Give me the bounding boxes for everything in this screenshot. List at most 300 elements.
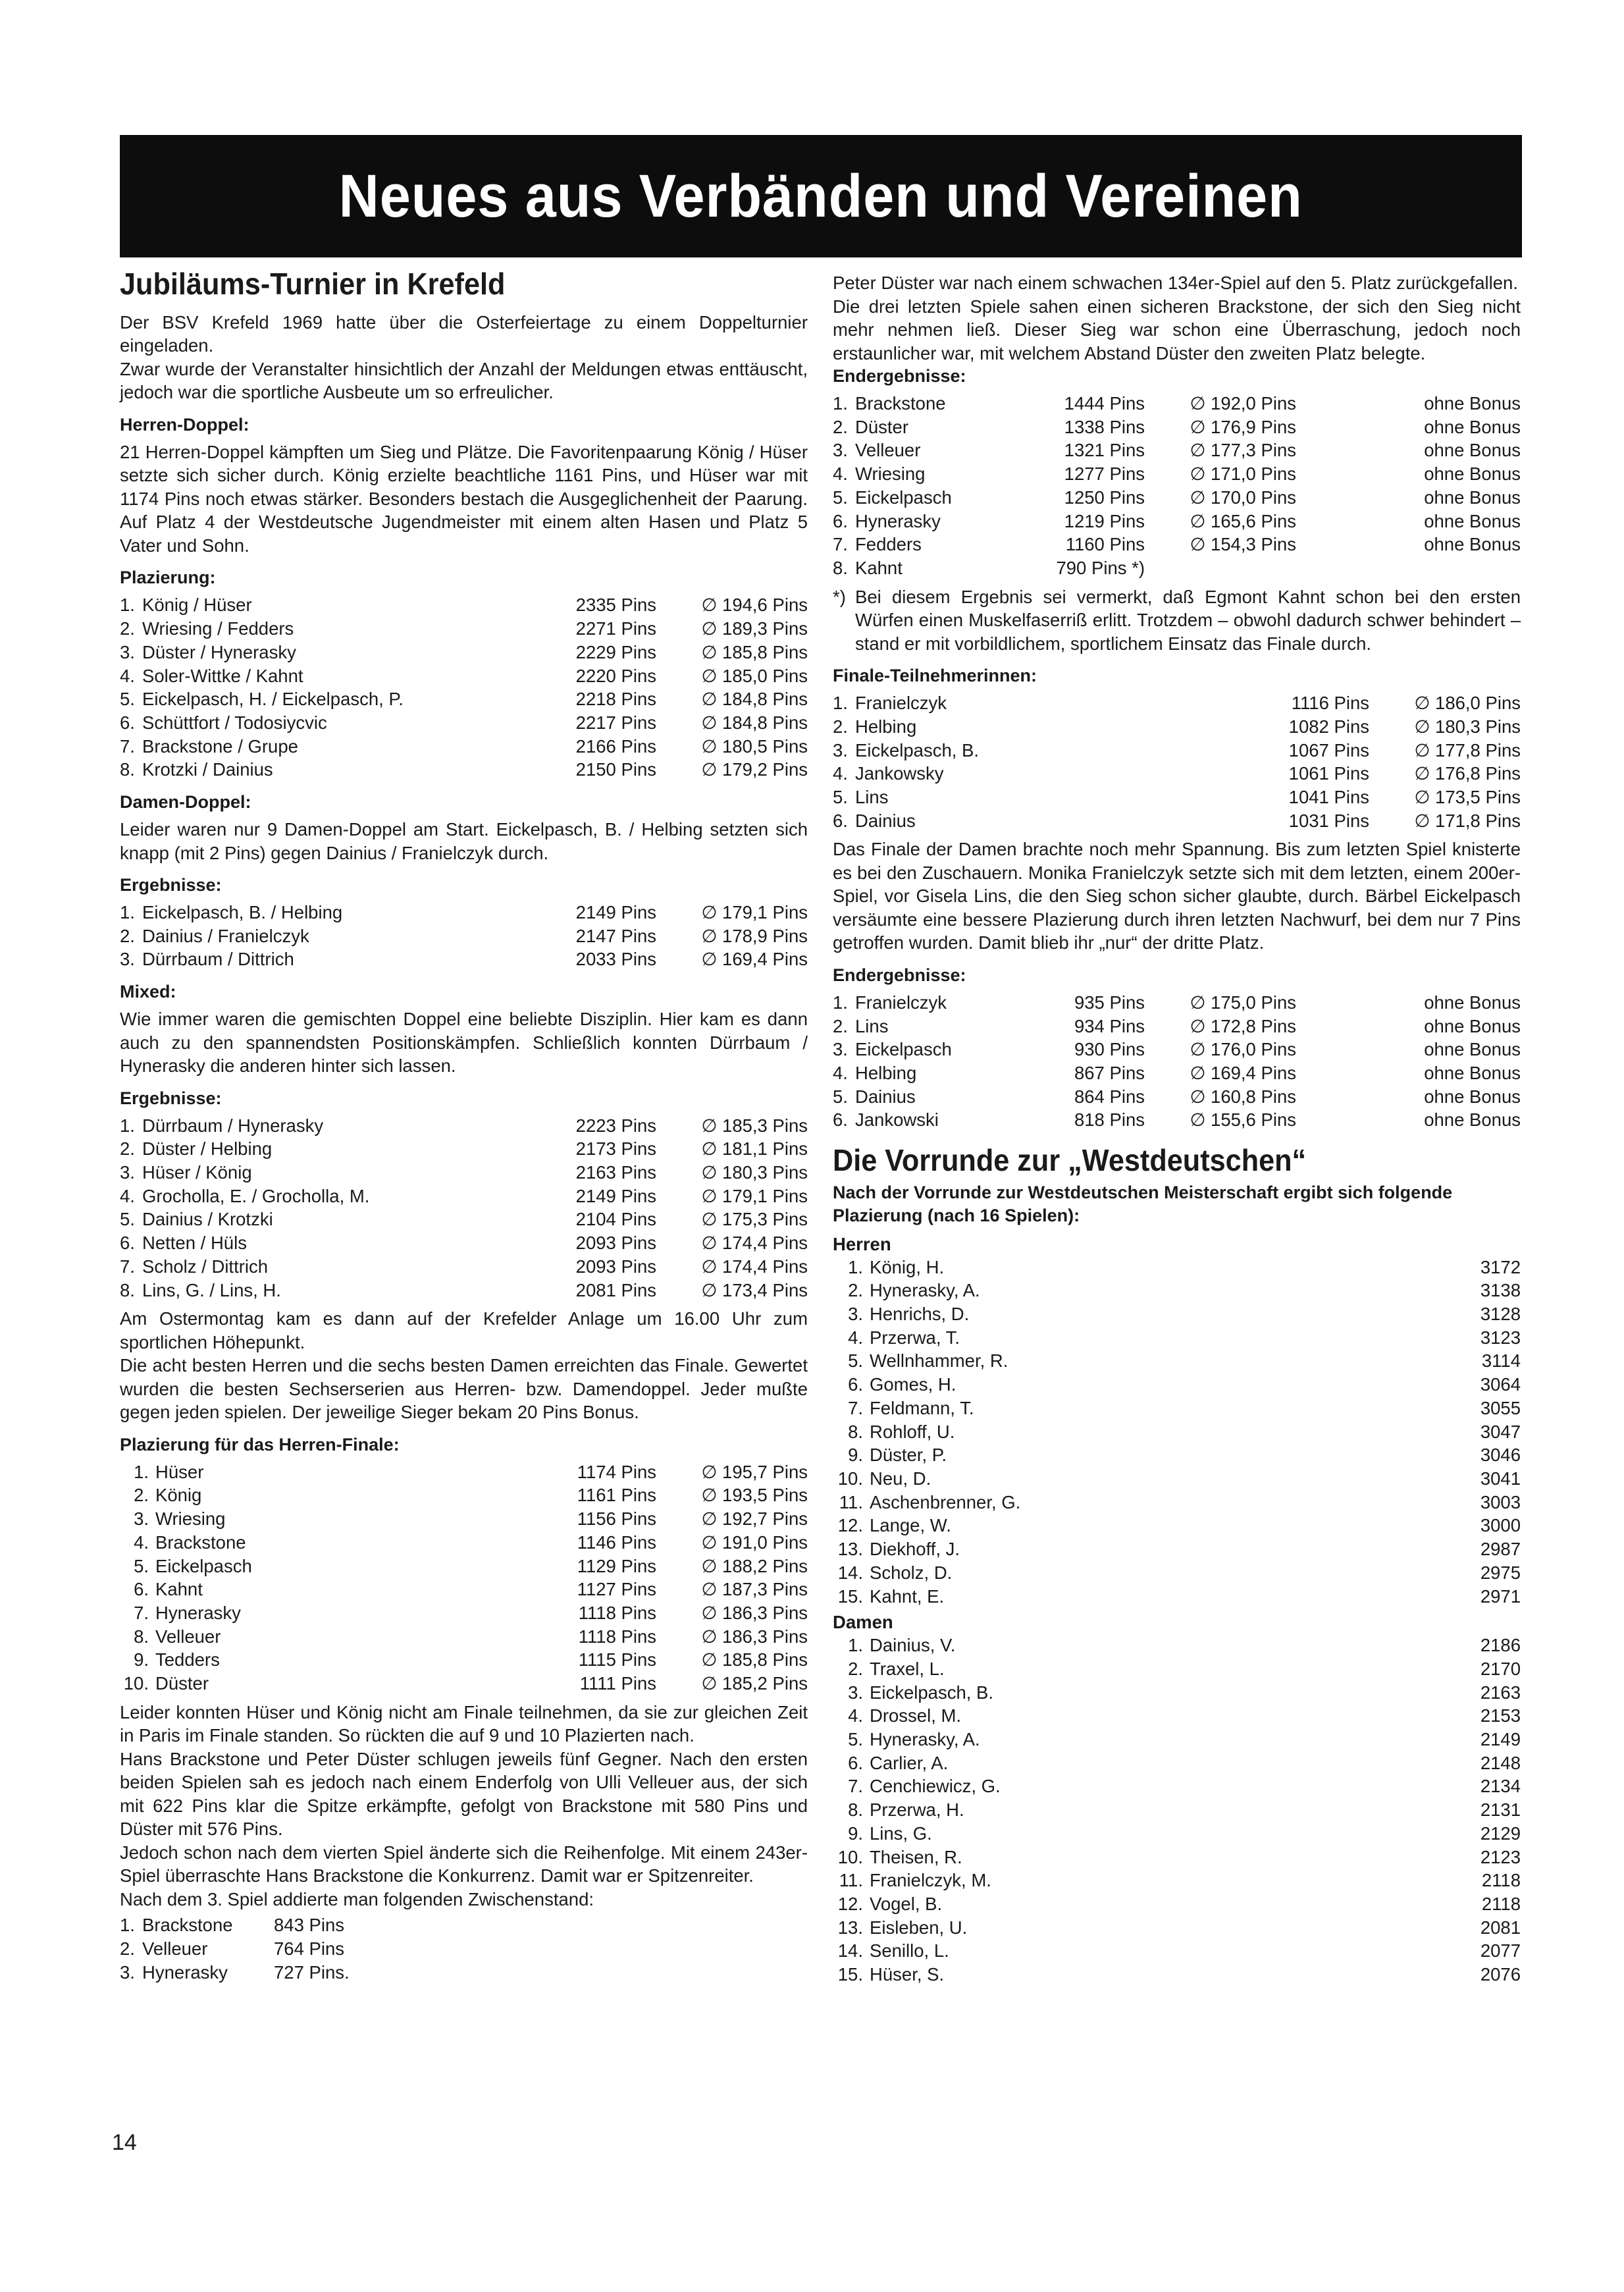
cell-rank: 13. (837, 1539, 863, 1560)
cell-rank: 7. (848, 1776, 863, 1797)
cell-avg: ∅ 184,8 Pins (701, 712, 808, 733)
cell-rank: 1. (848, 1256, 863, 1277)
cell-score: 3003 (1480, 1491, 1521, 1512)
table-row (120, 641, 808, 664)
cell-name: Lange, W. (870, 1515, 951, 1536)
table-row (833, 1108, 1521, 1132)
cell-name: Brackstone (142, 1915, 233, 1936)
cell-score: 3114 (1481, 1350, 1521, 1372)
cell-rank: 1. (120, 902, 135, 923)
cell-name: Scholz / Dittrich (142, 1256, 269, 1277)
cell-avg: ∅ 185,8 Pins (701, 641, 808, 662)
paragraph: Die drei letzten Spiele sahen einen sicheren Brackstone, der sich den Sieg nicht mehr nehmen ließ. Dieser Sieg war schon eine Überraschung, jedoch noch erstaunlicher war, mit welchem Abstand Düster den zweiten Platz belegte. (833, 296, 1521, 363)
left-column (120, 267, 808, 1989)
cell-rank: 15. (837, 1964, 863, 1985)
cell-name: Dürrbaum / Dittrich (142, 949, 294, 970)
cell-bonus: ohne Bonus (1424, 1109, 1521, 1131)
cell-name: Eickelpasch, B. / Helbing (142, 902, 343, 923)
table-row (120, 1672, 808, 1695)
cell-rank: 5. (120, 689, 135, 710)
cell-avg: ∅ 186,0 Pins (1414, 693, 1521, 714)
table-row (120, 1483, 808, 1507)
cell-name: Velleuer (855, 440, 921, 461)
cell-rank: 3. (120, 1162, 135, 1183)
table-row (833, 739, 1521, 762)
cell-name: Kahnt, E. (870, 1586, 945, 1607)
table-row (120, 664, 808, 688)
cell-name: Rohloff, U. (870, 1421, 955, 1442)
cell-avg: ∅ 160,8 Pins (1190, 1086, 1296, 1107)
table-row (120, 735, 808, 759)
cell-rank: 1. (833, 393, 848, 413)
paragraph: Wie immer waren die gemischten Doppel eine beliebte Disziplin. Hier kam es dann auch zu den spannendsten Positionskämpfen. Schließlich konnten Dürrbaum / Hynerasky die anderen hinter sich lassen. (120, 1009, 808, 1077)
cell-pins: 1174 Pins (577, 1461, 656, 1482)
cell-score: 2153 (1480, 1705, 1521, 1726)
cell-pins: 2093 Pins (575, 1256, 656, 1277)
cell-avg (1145, 556, 1296, 580)
cell-avg: ∅ 169,4 Pins (1190, 1062, 1296, 1083)
results-table-damen-doppel (120, 901, 808, 971)
cell-score: 2148 (1480, 1752, 1521, 1773)
cell-pins: 2149 Pins (575, 902, 656, 923)
cell-name: Fedders (855, 534, 922, 555)
cell-pins: 1146 Pins (577, 1532, 656, 1553)
cell-name: Velleuer (155, 1626, 221, 1647)
cell-pins: 1041 Pins (1288, 786, 1369, 807)
cell-pins: 1118 Pins (578, 1602, 656, 1623)
cell-rank: 1. (134, 1461, 149, 1482)
cell-avg: ∅ 185,3 Pins (701, 1115, 808, 1136)
cell-rank: 2. (120, 1138, 135, 1159)
cell-rank: 3. (120, 949, 135, 970)
cell-score: 3128 (1480, 1304, 1521, 1325)
table-row (833, 510, 1521, 533)
cell-rank: 5. (848, 1729, 863, 1750)
cell-pins: 2163 Pins (575, 1162, 656, 1183)
cell-avg: ∅ 179,2 Pins (701, 759, 808, 780)
cell-name: Dainius / Krotzki (142, 1209, 273, 1230)
cell-avg: ∅ 172,8 Pins (1190, 1015, 1296, 1036)
cell-score: 2186 (1480, 1635, 1521, 1656)
table-row (120, 1507, 808, 1531)
results-table-herren-end (833, 392, 1521, 580)
cell-name: Scholz, D. (870, 1562, 953, 1583)
table-row (120, 1231, 808, 1255)
ranking-table-damen (833, 1634, 1521, 1986)
cell-rank: 5. (833, 487, 848, 508)
table-row (120, 593, 808, 617)
cell-avg: ∅ 155,6 Pins (1190, 1109, 1296, 1131)
cell-name: Eickelpasch, H. / Eickelpasch, P. (142, 689, 404, 710)
section-heading: Plazierung für das Herren-Finale: (120, 1434, 400, 1454)
table-row (120, 1578, 808, 1601)
cell-rank: 1. (120, 595, 135, 616)
cell-name: Wriesing / Fedders (142, 618, 294, 639)
cell-pins: 1277 Pins (1064, 464, 1145, 485)
cell-pins: 2150 Pins (575, 759, 656, 780)
section-heading: Finale-Teilnehmerinnen: (833, 666, 1037, 686)
cell-avg: ∅ 179,1 Pins (701, 902, 808, 923)
cell-rank: 2. (848, 1280, 863, 1301)
cell-pins: 867 Pins (1074, 1062, 1145, 1083)
table-row (833, 1751, 1521, 1775)
table-row (833, 1561, 1521, 1585)
cell-name: Franielczyk, M. (870, 1870, 991, 1891)
cell-name: Düster, P. (870, 1445, 947, 1466)
cell-avg: ∅ 189,3 Pins (701, 618, 808, 639)
cell-score: 3138 (1480, 1280, 1521, 1301)
cell-pins: 2223 Pins (575, 1115, 656, 1136)
cell-avg: ∅ 186,3 Pins (701, 1626, 808, 1647)
cell-pins: 1321 Pins (1064, 440, 1145, 461)
cell-pins: 1161 Pins (577, 1485, 656, 1506)
table-row (833, 1537, 1521, 1561)
cell-pins: 2147 Pins (575, 925, 656, 946)
cell-name: Eickelpasch (855, 487, 952, 508)
cell-rank: 12. (837, 1515, 863, 1536)
cell-score: 2149 (1480, 1729, 1521, 1750)
table-row (120, 687, 808, 711)
cell-name: Gomes, H. (870, 1374, 956, 1395)
cell-rank: 1. (833, 992, 848, 1013)
table-row (833, 1038, 1521, 1061)
cell-name: Hüser / König (142, 1162, 252, 1183)
cell-name: Lins (855, 786, 889, 807)
cell-score: 2170 (1480, 1658, 1521, 1679)
cell-rank: 3. (134, 1508, 149, 1530)
cell-rank: 8. (134, 1626, 149, 1647)
cell-avg: ∅ 181,1 Pins (701, 1138, 808, 1159)
cell-pins: 864 Pins (1074, 1086, 1145, 1107)
results-table-mixed (120, 1114, 808, 1302)
cell-pins: 1118 Pins (578, 1626, 656, 1647)
cell-name: Grocholla, E. / Grocholla, M. (142, 1185, 370, 1206)
cell-avg: ∅ 180,3 Pins (1414, 716, 1521, 737)
table-row (120, 924, 808, 948)
cell-rank: 2. (848, 1658, 863, 1679)
footnote-text: Bei diesem Ergebnis sei vermerkt, daß Egmont Kahnt schon bei den ersten Würfen einen Muskelfaserriß erlitt. Trotzdem – obwohl dadurch schwer behindert – stand er mit vorbildlichem, sportlichem Einsatz das Finale durch. (855, 586, 1521, 654)
table-row (833, 1728, 1521, 1751)
paragraph: Das Finale der Damen brachte noch mehr Spannung. Bis zum letzten Spiel knisterte es bei den Zuschauern. Monika Franielczyk setzte sich mit dem letzten, einem 200er-Spiel, vor Gisela Lins, die den Sieg schon sicher glaubte, durch. Bärbel Eickelpasch versäumte eine bessere Plazierung durch ihren letzten Nachwurf, bei dem nur 7 Pins getroffen wurden. Damit blieb ihr „nur“ der dritte Platz. (833, 839, 1521, 953)
cell-score: 3047 (1480, 1421, 1521, 1442)
table-row (833, 462, 1521, 486)
paragraph: Jedoch schon nach dem vierten Spiel änderte sich die Reihenfolge. Mit einem 243er-Spiel überraschte Hans Brackstone die Konkurrenz. Damit war er Spitzenreiter. (120, 1842, 808, 1886)
table-row (833, 1846, 1521, 1869)
cell-name: Wriesing (855, 464, 926, 485)
cell-rank: 7. (848, 1397, 863, 1418)
table-row (833, 1892, 1521, 1916)
footnote (833, 585, 1521, 656)
cell-score: 3046 (1480, 1445, 1521, 1466)
cell-avg: ∅ 188,2 Pins (701, 1555, 808, 1576)
cell-avg: ∅ 180,3 Pins (701, 1162, 808, 1183)
cell-pins: 1082 Pins (1288, 716, 1369, 737)
cell-name: Helbing (855, 1062, 917, 1083)
table-row (833, 691, 1521, 715)
cell-avg: ∅ 154,3 Pins (1190, 534, 1296, 555)
cell-name: Theisen, R. (870, 1846, 962, 1867)
cell-rank: 12. (837, 1893, 863, 1914)
cell-name: Tedders (155, 1649, 220, 1670)
cell-name: Aschenbrenner, G. (870, 1491, 1021, 1512)
cell-avg: ∅ 184,8 Pins (701, 689, 808, 710)
cell-name: Krotzki / Dainius (142, 759, 273, 780)
cell-bonus: ohne Bonus (1424, 440, 1521, 461)
cell-name: Dürrbaum / Hynerasky (142, 1115, 324, 1136)
cell-name: Wriesing (155, 1508, 226, 1530)
cell-bonus: ohne Bonus (1424, 393, 1521, 413)
table-row (120, 1279, 808, 1302)
table-row (833, 533, 1521, 556)
table-row (833, 1085, 1521, 1109)
cell-name: Franielczyk (855, 693, 947, 714)
cell-name: König / Hüser (142, 595, 252, 616)
table-row (833, 1443, 1521, 1467)
table-row (833, 486, 1521, 510)
cell-avg: ∅ 185,0 Pins (701, 665, 808, 686)
cell-name: Dainius, V. (870, 1635, 956, 1656)
table-row (833, 809, 1521, 833)
cell-pins: 1219 Pins (1064, 510, 1145, 531)
cell-rank: 7. (120, 735, 135, 757)
cell-name: Düster (155, 1673, 209, 1694)
cell-rank: 3. (833, 440, 848, 461)
cell-name: Franielczyk (855, 992, 947, 1013)
cell-name: Cenchiewicz, G. (870, 1776, 1001, 1797)
intro-paragraph: Zwar wurde der Veranstalter hinsichtlich der Anzahl der Meldungen etwas enttäuscht, jedoch war die sportliche Ausbeute um so erfreulicher. (120, 358, 808, 403)
cell-rank: 4. (833, 763, 848, 784)
cell-rank: 2. (833, 716, 848, 737)
zwischenstand-table (120, 1913, 350, 1984)
article-title: Die Vorrunde zur „Westdeutschen“ (833, 1143, 1307, 1178)
cell-avg: ∅ 175,3 Pins (701, 1209, 808, 1230)
table-row (833, 1514, 1521, 1537)
cell-name: Neu, D. (870, 1468, 931, 1489)
cell-avg: ∅ 174,4 Pins (701, 1233, 808, 1254)
cell-rank: 5. (134, 1555, 149, 1576)
table-row (833, 1373, 1521, 1397)
cell-rank: 10. (123, 1673, 149, 1694)
table-row (120, 711, 808, 735)
cell-rank: 8. (833, 557, 848, 578)
table-row (833, 1061, 1521, 1085)
table-row (833, 1681, 1521, 1705)
cell-name: Kahnt (855, 557, 903, 578)
cell-rank: 3. (120, 1961, 135, 1983)
intro-paragraph: Der BSV Krefeld 1969 hatte über die Osterfeiertage zu einem Doppelturnier eingeladen. (120, 311, 808, 356)
table-row (833, 1326, 1521, 1350)
cell-name: Hüser, S. (870, 1964, 945, 1985)
paragraph: 21 Herren-Doppel kämpften um Sieg und Plätze. Die Favoritenpaarung König / Hüser setzte sich sicher durch. König erzielte beachtliche 1161 Pins, und Hüser war mit 1174 Pins noch etwas stärker. Besonders bestach die Ausgeglichenheit der Paarung. Auf Platz 4 der Westdeutsche Jugendmeister mit einem alten Hasen und Platz 5 Vater und Sohn. (120, 441, 808, 556)
cell-rank: 5. (120, 1209, 135, 1230)
cell-rank: 6. (833, 510, 848, 531)
cell-avg: ∅ 193,5 Pins (701, 1485, 808, 1506)
cell-name: Helbing (855, 716, 917, 737)
table-row (833, 1939, 1521, 1963)
cell-avg: ∅ 192,7 Pins (701, 1508, 808, 1530)
cell-pins: 930 Pins (1074, 1039, 1145, 1060)
cell-name: Feldmann, T. (870, 1397, 974, 1418)
cell-pins: 1338 Pins (1064, 416, 1145, 437)
cell-avg: ∅ 176,0 Pins (1190, 1039, 1296, 1060)
cell-bonus: ohne Bonus (1424, 487, 1521, 508)
cell-name: Dainius (855, 810, 916, 831)
table-row (833, 439, 1521, 462)
table-row (833, 1704, 1521, 1728)
table-row (833, 1963, 1521, 1986)
table-row (833, 715, 1521, 739)
cell-rank: 4. (120, 1185, 135, 1206)
cell-score: 3055 (1480, 1397, 1521, 1418)
cell-avg: ∅ 171,0 Pins (1190, 464, 1296, 485)
cell-name: Hynerasky, A. (870, 1280, 980, 1301)
cell-rank: 6. (120, 712, 135, 733)
cell-pins: 764 Pins (274, 1938, 345, 1959)
cell-pins: 843 Pins (274, 1915, 345, 1936)
table-row (120, 1625, 808, 1649)
cell-name: Eickelpasch (855, 1039, 952, 1060)
cell-name: Velleuer (142, 1938, 208, 1959)
cell-avg: ∅ 178,9 Pins (701, 925, 808, 946)
cell-avg: ∅ 176,9 Pins (1190, 416, 1296, 437)
cell-rank: 4. (134, 1532, 149, 1553)
table-row (833, 762, 1521, 786)
cell-rank: 3. (833, 1039, 848, 1060)
cell-pins: 2093 Pins (575, 1233, 656, 1254)
paragraph: Leider waren nur 9 Damen-Doppel am Start. Eickelpasch, B. / Helbing setzten sich knapp (mit 2 Pins) gegen Dainius / Franielczyk durch. (120, 819, 808, 863)
cell-name: Eickelpasch (155, 1555, 252, 1576)
table-row (833, 991, 1521, 1015)
cell-rank: 1. (848, 1635, 863, 1656)
cell-score: 3123 (1480, 1327, 1521, 1348)
cell-pins: 790 Pins *) (1056, 557, 1145, 578)
cell-name: Lins, G. (870, 1823, 932, 1844)
cell-pins: 2335 Pins (575, 595, 656, 616)
cell-bonus: ohne Bonus (1424, 464, 1521, 485)
cell-pins: 2218 Pins (575, 689, 656, 710)
cell-bonus: ohne Bonus (1424, 534, 1521, 555)
cell-name: Hynerasky (155, 1602, 241, 1623)
cell-rank: 14. (837, 1940, 863, 1961)
article-lead: Nach der Vorrunde zur Westdeutschen Meisterschaft ergibt sich folgende Plazierung (nach 16 Spielen): (833, 1182, 1453, 1225)
cell-name: König (155, 1485, 202, 1506)
table-row (120, 1555, 808, 1578)
cell-rank: 6. (848, 1374, 863, 1395)
cell-score: 2081 (1480, 1917, 1521, 1938)
paragraph: Nach dem 3. Spiel addierte man folgenden Zwischenstand: (120, 1888, 594, 1909)
paragraph: Leider konnten Hüser und König nicht am Finale teilnehmen, da sie zur gleichen Zeit in Paris im Finale standen. So rückten die auf 9 und 10 Plazierten nach. (120, 1701, 808, 1746)
cell-score: 2118 (1481, 1870, 1521, 1891)
table-row (833, 1467, 1521, 1491)
cell-name: Dainius (855, 1086, 916, 1107)
cell-rank: 10. (837, 1468, 863, 1489)
section-heading: Endergebnisse: (833, 366, 966, 386)
cell-rank: 2. (120, 925, 135, 946)
cell-pins: 1116 Pins (1291, 693, 1369, 714)
cell-rank: 2. (134, 1485, 149, 1506)
table-row (833, 556, 1521, 580)
cell-rank: 3. (833, 739, 848, 760)
paragraph: Die acht besten Herren und die sechs besten Damen erreichten das Finale. Gewertet wurden die besten Sechserserien aus Herren- bzw. Damendoppel. Jeder mußte gegen jeden spielen. Der jeweilige Sieger bekam 20 Pins Bonus. (120, 1355, 808, 1423)
table-row (833, 1822, 1521, 1846)
cell-pins: 2229 Pins (575, 641, 656, 662)
cell-avg: ∅ 185,8 Pins (701, 1649, 808, 1670)
table-row (833, 1349, 1521, 1373)
cell-rank: 3. (848, 1304, 863, 1325)
cell-pins: 2271 Pins (575, 618, 656, 639)
cell-bonus: ohne Bonus (1424, 1062, 1521, 1083)
table-row (120, 617, 808, 641)
cell-pins: 934 Pins (1074, 1015, 1145, 1036)
cell-rank: 3. (848, 1682, 863, 1703)
cell-name: Hynerasky (142, 1961, 228, 1983)
table-row (120, 1601, 808, 1625)
cell-avg: ∅ 174,4 Pins (701, 1256, 808, 1277)
cell-name: Kahnt (155, 1579, 203, 1600)
table-row (120, 1255, 808, 1279)
cell-rank: 4. (833, 464, 848, 485)
cell-avg: ∅ 179,1 Pins (701, 1185, 808, 1206)
cell-pins: 1160 Pins (1065, 534, 1145, 555)
cell-pins: 727 Pins. (274, 1961, 350, 1983)
cell-avg: ∅ 195,7 Pins (701, 1461, 808, 1482)
table-row (120, 1961, 350, 1985)
cell-bonus: ohne Bonus (1424, 1015, 1521, 1036)
cell-rank: 3. (120, 641, 135, 662)
cell-rank: 8. (120, 759, 135, 780)
cell-name: Hynerasky, A. (870, 1729, 980, 1750)
table-row (120, 947, 808, 971)
footnote-mark: *) (833, 586, 846, 607)
cell-avg: ∅ 192,0 Pins (1190, 393, 1296, 413)
cell-bonus: ohne Bonus (1424, 1086, 1521, 1107)
cell-name: Jankowski (855, 1109, 939, 1131)
cell-bonus: ohne Bonus (1424, 1039, 1521, 1060)
cell-pins: 1127 Pins (577, 1579, 656, 1600)
results-table-damen-end (833, 991, 1521, 1132)
cell-rank: 4. (848, 1705, 863, 1726)
cell-name: König, H. (870, 1256, 945, 1277)
cell-rank: 7. (120, 1256, 135, 1277)
cell-rank: 11. (839, 1870, 863, 1891)
paragraph: Hans Brackstone und Peter Düster schlugen jeweils fünf Gegner. Nach den ersten beiden Spielen sah es jedoch nach einem Enderfolg von Ulli Velleuer aus, der sich mit 622 Pins klar die Spitze erkämpfte, gefolgt von Brackstone mit 580 Pins und Düster mit 576 Pins. (120, 1748, 808, 1840)
cell-name: Hynerasky (855, 510, 941, 531)
cell-pins: 2104 Pins (575, 1209, 656, 1230)
cell-avg: ∅ 177,3 Pins (1190, 440, 1296, 461)
table-row (833, 1397, 1521, 1420)
cell-score: 2134 (1480, 1776, 1521, 1797)
cell-name: Düster (855, 416, 908, 437)
cell-avg: ∅ 170,0 Pins (1190, 487, 1296, 508)
table-row (833, 415, 1521, 439)
cell-rank: 1. (120, 1915, 135, 1936)
cell-rank: 1. (120, 1115, 135, 1136)
cell-name: Carlier, A. (870, 1752, 949, 1773)
cell-avg: ∅ 175,0 Pins (1190, 992, 1296, 1013)
cell-pins: 935 Pins (1074, 992, 1145, 1013)
table-row (833, 1774, 1521, 1798)
cell-score: 2118 (1481, 1893, 1521, 1914)
cell-name: Vogel, B. (870, 1893, 943, 1914)
table-row (120, 1208, 808, 1231)
cell-pins: 818 Pins (1074, 1109, 1145, 1131)
cell-avg: ∅ 194,6 Pins (701, 595, 808, 616)
cell-avg: ∅ 191,0 Pins (701, 1532, 808, 1553)
cell-rank: 10. (837, 1846, 863, 1867)
table-row (833, 1015, 1521, 1038)
cell-score: 2129 (1480, 1823, 1521, 1844)
cell-score: 2077 (1480, 1940, 1521, 1961)
